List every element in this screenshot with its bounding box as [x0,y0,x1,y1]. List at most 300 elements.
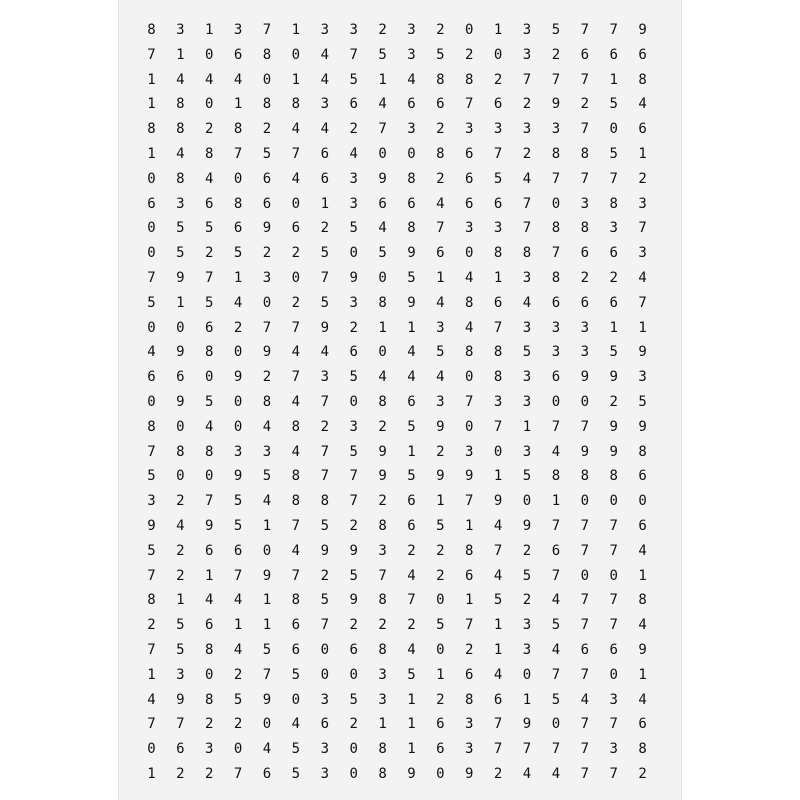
digit-cell: 2 [205,716,214,733]
digit-cell: 5 [493,170,503,187]
digit-cell: 8 [378,741,387,758]
digit-cell: 8 [551,468,561,485]
digit-cell: 9 [522,716,532,733]
digit-cell: 5 [233,517,243,534]
digit-cell: 7 [147,46,156,63]
digit-cell: 8 [378,393,387,410]
digit-cell: 0 [493,443,503,460]
digit-cell: 6 [262,765,272,782]
digit-cell: 9 [262,220,272,237]
digit-cell: 0 [147,220,156,237]
digit-cell: 6 [147,369,156,386]
digit-cell: 7 [465,393,474,410]
digit-cell: 8 [378,517,387,534]
digit-cell: 2 [147,617,156,634]
digit-cell: 4 [638,617,647,634]
digit-cell: 1 [147,765,156,782]
digit-cell: 0 [465,22,474,38]
digit-cell: 8 [176,96,185,113]
digit-cell: 3 [522,369,532,386]
digit-cell: 7 [320,468,329,485]
digit-cell: 3 [638,245,647,262]
digit-cell: 3 [522,443,532,460]
digit-cell: 1 [407,691,416,708]
digit-cell: 8 [522,245,532,262]
digit-cell: 4 [378,369,387,386]
digit-cell: 0 [551,716,561,733]
digit-cell: 5 [436,344,445,361]
digit-cell: 4 [291,716,301,733]
digit-cell: 5 [320,517,329,534]
digit-cell: 9 [580,369,590,386]
digit-cell: 8 [291,96,301,113]
digit-cell: 4 [233,641,243,658]
digit-cell: 2 [262,369,272,386]
digit-cell: 8 [638,592,647,609]
digit-cell: 2 [320,418,329,435]
digit-cell: 4 [262,493,272,510]
digit-cell: 3 [522,617,532,634]
digit-cell: 6 [262,195,272,212]
digit-cell: 0 [147,393,156,410]
digit-cell: 3 [349,170,358,187]
digit-cell: 0 [465,418,474,435]
digit-cell: 1 [233,617,243,634]
digit-cell: 2 [493,765,503,782]
digit-cell: 3 [320,765,329,782]
digit-cell: 6 [493,195,503,212]
digit-cell: 4 [262,741,272,758]
digit-cell: 2 [551,46,561,63]
digit-cell: 7 [320,617,329,634]
digit-cell: 8 [205,443,214,460]
digit-cell: 3 [378,542,387,559]
digit-cell: 5 [522,344,532,361]
digit-cell: 9 [436,418,445,435]
digit-cell: 7 [147,443,156,460]
digit-cell: 1 [176,294,185,311]
digit-cell: 0 [205,46,214,63]
digit-cell: 5 [147,468,156,485]
digit-cell: 2 [522,542,532,559]
digit-cell: 4 [638,542,647,559]
digit-cell: 1 [493,269,503,286]
digit-cell: 2 [262,245,272,262]
digit-cell: 6 [205,319,214,336]
digit-cell: 0 [205,369,214,386]
digit-cell: 6 [320,716,329,733]
digit-cell: 9 [205,517,214,534]
digit-cell: 1 [493,617,503,634]
digit-cell: 7 [609,542,618,559]
digit-cell: 7 [609,716,618,733]
digit-cell: 9 [233,369,243,386]
digit-cell: 1 [493,22,503,38]
digit-cell: 9 [522,517,532,534]
digit-cell: 5 [378,46,387,63]
digit-cell: 7 [638,294,647,311]
digit-cell: 0 [205,468,214,485]
digit-cell: 3 [176,22,185,38]
digit-cell: 1 [493,468,503,485]
digit-cell: 7 [493,741,503,758]
digit-cell: 7 [493,418,503,435]
digit-cell: 1 [407,319,416,336]
digit-cell: 4 [378,220,387,237]
digit-cell: 6 [205,617,214,634]
digit-cell: 6 [176,741,185,758]
digit-cell: 5 [349,691,358,708]
digit-cell: 4 [176,517,185,534]
digit-cell: 9 [262,344,272,361]
digit-cell: 5 [205,220,214,237]
digit-cell: 9 [320,319,329,336]
digit-cell: 0 [580,567,590,584]
digit-cell: 5 [436,46,445,63]
digit-cell: 9 [638,344,647,361]
digit-cell: 0 [551,393,561,410]
digit-cell: 1 [522,418,532,435]
digit-cell: 8 [638,71,647,88]
digit-cell: 2 [522,145,532,162]
digit-cell: 9 [609,369,618,386]
digit-cell: 6 [407,96,416,113]
digit-cell: 9 [176,344,185,361]
digit-cell: 4 [551,765,561,782]
digit-cell: 4 [407,344,416,361]
digit-cell: 1 [436,666,445,683]
digit-cell: 7 [551,418,561,435]
digit-cell: 0 [349,765,358,782]
digit-cell: 8 [291,592,301,609]
digit-cell: 3 [580,344,590,361]
digit-cell: 7 [349,468,358,485]
digit-cell: 2 [291,245,301,262]
digit-cell: 8 [465,542,474,559]
digit-cell: 5 [233,691,243,708]
digit-cell: 5 [233,493,243,510]
digit-cell: 7 [493,542,503,559]
digit-cell: 3 [407,46,416,63]
digit-cell: 3 [493,121,503,138]
digit-cell: 7 [465,493,474,510]
digit-cell: 2 [233,666,243,683]
digit-cell: 1 [176,46,185,63]
digit-cell: 8 [436,145,445,162]
digit-cell: 9 [378,170,387,187]
digit-cell: 7 [609,765,618,782]
digit-cell: 3 [638,195,647,212]
digit-cell: 6 [407,517,416,534]
digit-cell: 2 [349,319,358,336]
digit-cell: 6 [465,666,474,683]
digit-cell: 3 [465,716,474,733]
digit-cell: 7 [493,145,503,162]
digit-cell: 1 [378,319,387,336]
digit-cell: 0 [320,666,329,683]
digit-cell: 0 [522,493,532,510]
digit-cell: 6 [580,46,590,63]
digit-cell: 0 [176,468,185,485]
digit-cell: 6 [609,245,618,262]
digit-cell: 6 [465,195,474,212]
digit-cell: 7 [580,592,590,609]
digit-cell: 6 [378,195,387,212]
digit-cell: 2 [436,22,445,38]
digit-cell: 8 [147,592,156,609]
digit-cell: 8 [378,641,387,658]
digit-cell: 9 [176,393,185,410]
digit-cell: 4 [551,641,561,658]
digit-cell: 9 [262,567,272,584]
digit-cell: 5 [262,145,272,162]
digit-cell: 6 [638,121,647,138]
digit-cell: 0 [262,71,272,88]
digit-cell: 1 [407,716,416,733]
digit-cell: 9 [465,765,474,782]
digit-cell: 0 [262,716,272,733]
digit-cell: 7 [320,443,329,460]
digit-cell: 0 [551,195,561,212]
digit-cell: 3 [638,369,647,386]
digit-cell: 7 [147,641,156,658]
digit-cell: 1 [522,691,532,708]
digit-cell: 2 [465,46,474,63]
digit-cell: 7 [233,765,243,782]
digit-cell: 2 [176,542,185,559]
digit-cell: 3 [349,195,358,212]
digit-cell: 2 [407,542,416,559]
digit-cell: 7 [638,220,647,237]
digit-cell: 3 [320,22,329,38]
digit-cell: 2 [493,71,503,88]
digit-cell: 2 [320,567,329,584]
digit-cell: 9 [378,443,387,460]
digit-cell: 1 [262,592,272,609]
digit-cell: 4 [436,195,445,212]
digit-cell: 8 [465,344,474,361]
digit-cell: 2 [205,765,214,782]
digit-cell: 7 [291,319,301,336]
digit-cell: 8 [205,344,214,361]
digit-cell: 6 [233,220,243,237]
digit-cell: 4 [233,592,243,609]
digit-cell: 7 [580,617,590,634]
digit-cell: 5 [349,220,358,237]
digit-cell: 3 [407,22,416,38]
digit-cell: 8 [551,145,561,162]
digit-cell: 9 [233,468,243,485]
digit-cell: 6 [436,245,445,262]
digit-cell: 2 [522,96,532,113]
digit-cell: 6 [609,641,618,658]
digit-cell: 5 [436,617,445,634]
digit-cell: 1 [147,96,156,113]
digit-cell: 7 [522,220,532,237]
digit-cell: 7 [580,418,590,435]
digit-cell: 0 [233,741,243,758]
digit-cell: 9 [349,542,358,559]
digit-cell: 6 [349,641,358,658]
digit-cell: 3 [320,691,329,708]
digit-cell: 7 [522,71,532,88]
digit-cell: 3 [147,493,156,510]
digit-cell: 1 [465,592,474,609]
digit-cell: 3 [522,641,532,658]
digit-cell: 0 [522,666,532,683]
digit-cell: 7 [291,517,301,534]
digit-cell: 7 [551,245,561,262]
digit-cell: 2 [407,617,416,634]
digit-cell: 7 [551,517,561,534]
digit-cell: 0 [205,96,214,113]
digit-cell: 5 [522,468,532,485]
digit-cell: 5 [320,294,329,311]
digit-cell: 6 [493,294,503,311]
digit-cell: 4 [522,765,532,782]
digit-cell: 7 [233,567,243,584]
digit-cell: 1 [407,741,416,758]
digit-cell: 3 [349,294,358,311]
digit-cell: 5 [205,294,214,311]
digit-cell: 6 [291,220,301,237]
digit-cell: 9 [638,22,647,38]
digit-cell: 8 [233,195,243,212]
digit-cell: 7 [522,195,532,212]
digit-cell: 0 [580,493,590,510]
digit-cell: 6 [465,567,474,584]
digit-cell: 7 [551,71,561,88]
digit-cell: 0 [291,46,301,63]
digit-cell: 8 [465,691,474,708]
digit-cell: 4 [465,269,474,286]
digit-cell: 3 [580,319,590,336]
digit-cell: 1 [378,716,387,733]
digit-cell: 7 [551,170,561,187]
digit-cell: 6 [233,542,243,559]
digit-cell: 7 [580,666,590,683]
digit-cell: 6 [465,170,474,187]
digit-cell: 4 [349,145,358,162]
digit-cell: 3 [436,319,445,336]
digit-cell: 9 [262,691,272,708]
digit-cell: 3 [176,195,185,212]
digit-cell: 1 [436,493,445,510]
digit-cell: 4 [638,96,647,113]
digit-cell: 7 [291,145,301,162]
digit-cell: 7 [407,592,416,609]
digit-cell: 1 [436,269,445,286]
digit-cell: 4 [465,319,474,336]
digit-cell: 8 [205,641,214,658]
digit-cell: 0 [349,245,358,262]
digit-cell: 5 [320,592,329,609]
digit-cell: 8 [609,195,618,212]
digit-cell: 2 [436,443,445,460]
digit-cell: 3 [349,22,358,38]
digit-cell: 4 [205,418,214,435]
digit-cell: 4 [291,393,301,410]
digit-cell: 7 [205,269,214,286]
digit-cell: 3 [522,269,532,286]
digit-cell: 5 [233,245,243,262]
digit-cell: 0 [407,145,416,162]
digit-cell: 4 [522,294,532,311]
digit-cell: 8 [205,691,214,708]
digit-cell: 4 [407,641,416,658]
digit-cell: 5 [291,666,301,683]
digit-cell: 6 [609,294,618,311]
digit-cell: 8 [147,22,156,38]
digit-cell: 5 [349,71,358,88]
digit-cell: 4 [233,294,243,311]
digit-cell: 1 [147,145,156,162]
digit-cell: 7 [609,22,618,38]
digit-cell: 2 [176,567,185,584]
digit-cell: 3 [320,96,329,113]
digit-cell: 1 [638,319,647,336]
digit-cell: 9 [407,245,416,262]
digit-cell: 6 [205,542,214,559]
digit-cell: 5 [349,567,358,584]
digit-cell: 3 [320,369,329,386]
digit-cell: 8 [233,121,243,138]
digit-cell: 8 [638,443,647,460]
digit-cell: 3 [493,220,503,237]
digit-cell: 9 [638,418,647,435]
digit-cell: 8 [378,765,387,782]
digit-cell: 1 [291,22,301,38]
digit-cell: 6 [638,517,647,534]
digit-cell: 0 [291,195,301,212]
digit-cell: 3 [465,121,474,138]
digit-cell: 8 [176,443,185,460]
digit-cell: 4 [291,542,301,559]
digit-cell: 8 [465,71,474,88]
digit-cell: 8 [493,369,503,386]
digit-cell: 5 [407,418,416,435]
digit-cell: 0 [436,765,445,782]
digit-cell: 0 [638,493,647,510]
digit-cell: 3 [551,344,561,361]
digit-cell: 1 [176,592,185,609]
digit-cell: 4 [407,567,416,584]
digit-cell: 0 [291,269,301,286]
digit-cell: 7 [205,493,214,510]
digit-cell: 7 [262,319,272,336]
digit-cell: 9 [349,592,358,609]
digit-cell: 4 [551,443,561,460]
digit-cell: 0 [349,666,358,683]
digit-cell: 6 [551,542,561,559]
digit-cell: 4 [291,121,301,138]
digit-cell: 6 [609,46,618,63]
digit-cell: 4 [493,567,503,584]
digit-cell: 5 [205,393,214,410]
digit-cell: 5 [291,741,301,758]
digit-cell: 7 [378,567,387,584]
digit-cell: 7 [580,22,590,38]
digit-cell: 2 [609,393,618,410]
digit-cell: 6 [291,641,301,658]
digit-cell: 6 [205,195,214,212]
digit-cell: 8 [262,96,272,113]
digit-cell: 6 [436,716,445,733]
digit-cell: 7 [609,592,618,609]
digit-cell: 5 [176,245,185,262]
digit-cell: 7 [436,220,445,237]
digit-cell: 4 [407,369,416,386]
